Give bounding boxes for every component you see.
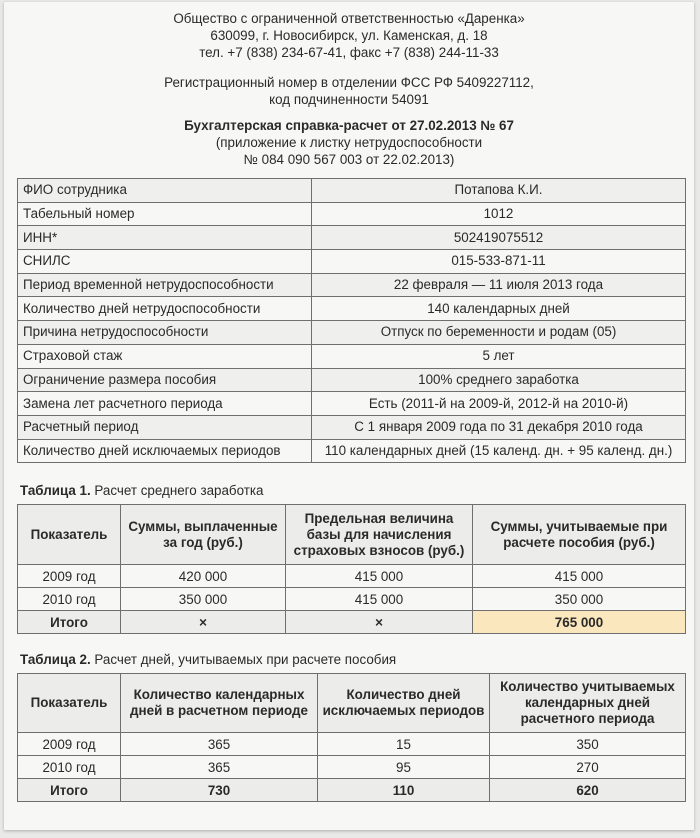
info-label: Страховой стаж — [18, 344, 312, 368]
table-cell: 415 000 — [286, 588, 473, 611]
table-cell: 15 — [318, 733, 490, 756]
table-row — [18, 756, 686, 779]
table-row — [18, 368, 686, 392]
table-row — [18, 344, 686, 368]
table-cell: 415 000 — [286, 565, 473, 588]
table-cell: 350 000 — [473, 588, 686, 611]
column-header: Суммы, учитываемые при расчете пособия (руб.) — [473, 505, 686, 565]
table-row — [18, 297, 686, 321]
info-label: Период временной нетрудоспособности — [18, 273, 312, 297]
info-label: Количество дней нетрудоспособности — [18, 297, 312, 321]
org-registration: Регистрационный номер в отделении ФСС РФ 5409227112, — [164, 75, 534, 90]
document-header — [4, 2, 694, 168]
table-row — [18, 588, 686, 611]
column-header: Суммы, выплаченные за год (руб.) — [121, 505, 286, 565]
info-label: ФИО сотрудника — [18, 179, 312, 203]
document-subtitle: (приложение к листку нетрудоспособности — [215, 135, 483, 150]
table-cell: 350 000 — [121, 588, 286, 611]
info-label: Расчетный период — [18, 415, 312, 439]
table-row — [18, 565, 686, 588]
column-header: Предельная величина базы для начисления страховых взносов (руб.) — [286, 505, 473, 565]
table2-caption-text: Расчет дней, учитываемых при расчете пособия — [90, 652, 397, 667]
table1-caption-number: Таблица 1. — [20, 483, 91, 498]
info-value: 502419075512 — [312, 226, 686, 250]
days-calculation-table — [17, 673, 686, 802]
table-cell: × — [286, 611, 473, 634]
table1-caption-text: Расчет среднего заработка — [90, 483, 264, 498]
org-phones: тел. +7 (838) 234-67-41, факс +7 (838) 244-11-33 — [199, 45, 499, 60]
org-address: 630099, г. Новосибирск, ул. Каменская, д. 18 — [210, 28, 488, 43]
table-cell: 2010 год — [18, 588, 121, 611]
table-cell: 420 000 — [121, 565, 286, 588]
employee-info-table — [17, 178, 686, 463]
info-value: С 1 января 2009 года по 31 декабря 2010 года — [312, 415, 686, 439]
table-cell: 2009 год — [18, 733, 121, 756]
table-cell: 270 — [490, 756, 686, 779]
table-cell: 110 — [318, 779, 490, 802]
info-value: 110 календарных дней (15 календ. дн. + 95 календ. дн.) — [312, 439, 686, 463]
column-header: Количество учитываемых календарных дней расчетного периода — [490, 674, 686, 733]
total-label: Итого — [18, 611, 121, 634]
info-label: Ограничение размера пособия — [18, 368, 312, 392]
table-cell: 730 — [121, 779, 318, 802]
info-value: Есть (2011-й на 2009-й, 2012-й на 2010-й) — [312, 392, 686, 416]
document-subtitle-number: № 084 090 567 003 от 22.02.2013) — [243, 152, 455, 167]
table-row — [18, 226, 686, 250]
table-row — [18, 439, 686, 463]
table-row — [18, 250, 686, 274]
table-cell: 365 — [121, 733, 318, 756]
total-label: Итого — [18, 779, 121, 802]
table-row — [18, 321, 686, 345]
document-page — [4, 2, 694, 830]
org-subordination-code: код подчиненности 54091 — [269, 92, 429, 107]
table-header-row — [18, 505, 686, 565]
table-cell: 2010 год — [18, 756, 121, 779]
info-value: Потапова К.И. — [312, 179, 686, 203]
highlighted-total-cell: 765 000 — [473, 611, 686, 634]
table-cell: 415 000 — [473, 565, 686, 588]
column-header: Количество календарных дней в расчетном периоде — [121, 674, 318, 733]
table-row — [18, 179, 686, 203]
total-row — [18, 779, 686, 802]
info-value: 100% среднего заработка — [312, 368, 686, 392]
info-label: СНИЛС — [18, 250, 312, 274]
column-header: Количество дней исключаемых периодов — [318, 674, 490, 733]
table-row — [18, 392, 686, 416]
table-cell: 350 — [490, 733, 686, 756]
table-cell: 620 — [490, 779, 686, 802]
column-header: Показатель — [18, 505, 121, 565]
info-value: 22 февраля — 11 июля 2013 года — [312, 273, 686, 297]
info-value: 015-533-871-11 — [312, 250, 686, 274]
info-label: Табельный номер — [18, 202, 312, 226]
table-cell: × — [121, 611, 286, 634]
table-row — [18, 733, 686, 756]
table-header-row — [18, 674, 686, 733]
table2-caption-number: Таблица 2. — [20, 652, 91, 667]
info-label: Причина нетрудоспособности — [18, 321, 312, 345]
info-value: 140 календарных дней — [312, 297, 686, 321]
info-value: 5 лет — [312, 344, 686, 368]
table-cell: 365 — [121, 756, 318, 779]
average-earnings-table — [17, 504, 686, 634]
table2-caption — [20, 652, 396, 667]
table-cell: 95 — [318, 756, 490, 779]
document-title: Бухгалтерская справка-расчет от 27.02.2013 № 67 — [184, 118, 514, 133]
table-row — [18, 273, 686, 297]
info-value: Отпуск по беременности и родам (05) — [312, 321, 686, 345]
org-name: Общество с ограниченной ответственностью «Даренка» — [173, 11, 525, 26]
column-header: Показатель — [18, 674, 121, 733]
info-value: 1012 — [312, 202, 686, 226]
table-row — [18, 415, 686, 439]
info-label: Замена лет расчетного периода — [18, 392, 312, 416]
total-row — [18, 611, 686, 634]
info-label: Количество дней исключаемых периодов — [18, 439, 312, 463]
table-cell: 2009 год — [18, 565, 121, 588]
info-label: ИНН* — [18, 226, 312, 250]
table-row — [18, 202, 686, 226]
table1-caption — [20, 483, 263, 498]
